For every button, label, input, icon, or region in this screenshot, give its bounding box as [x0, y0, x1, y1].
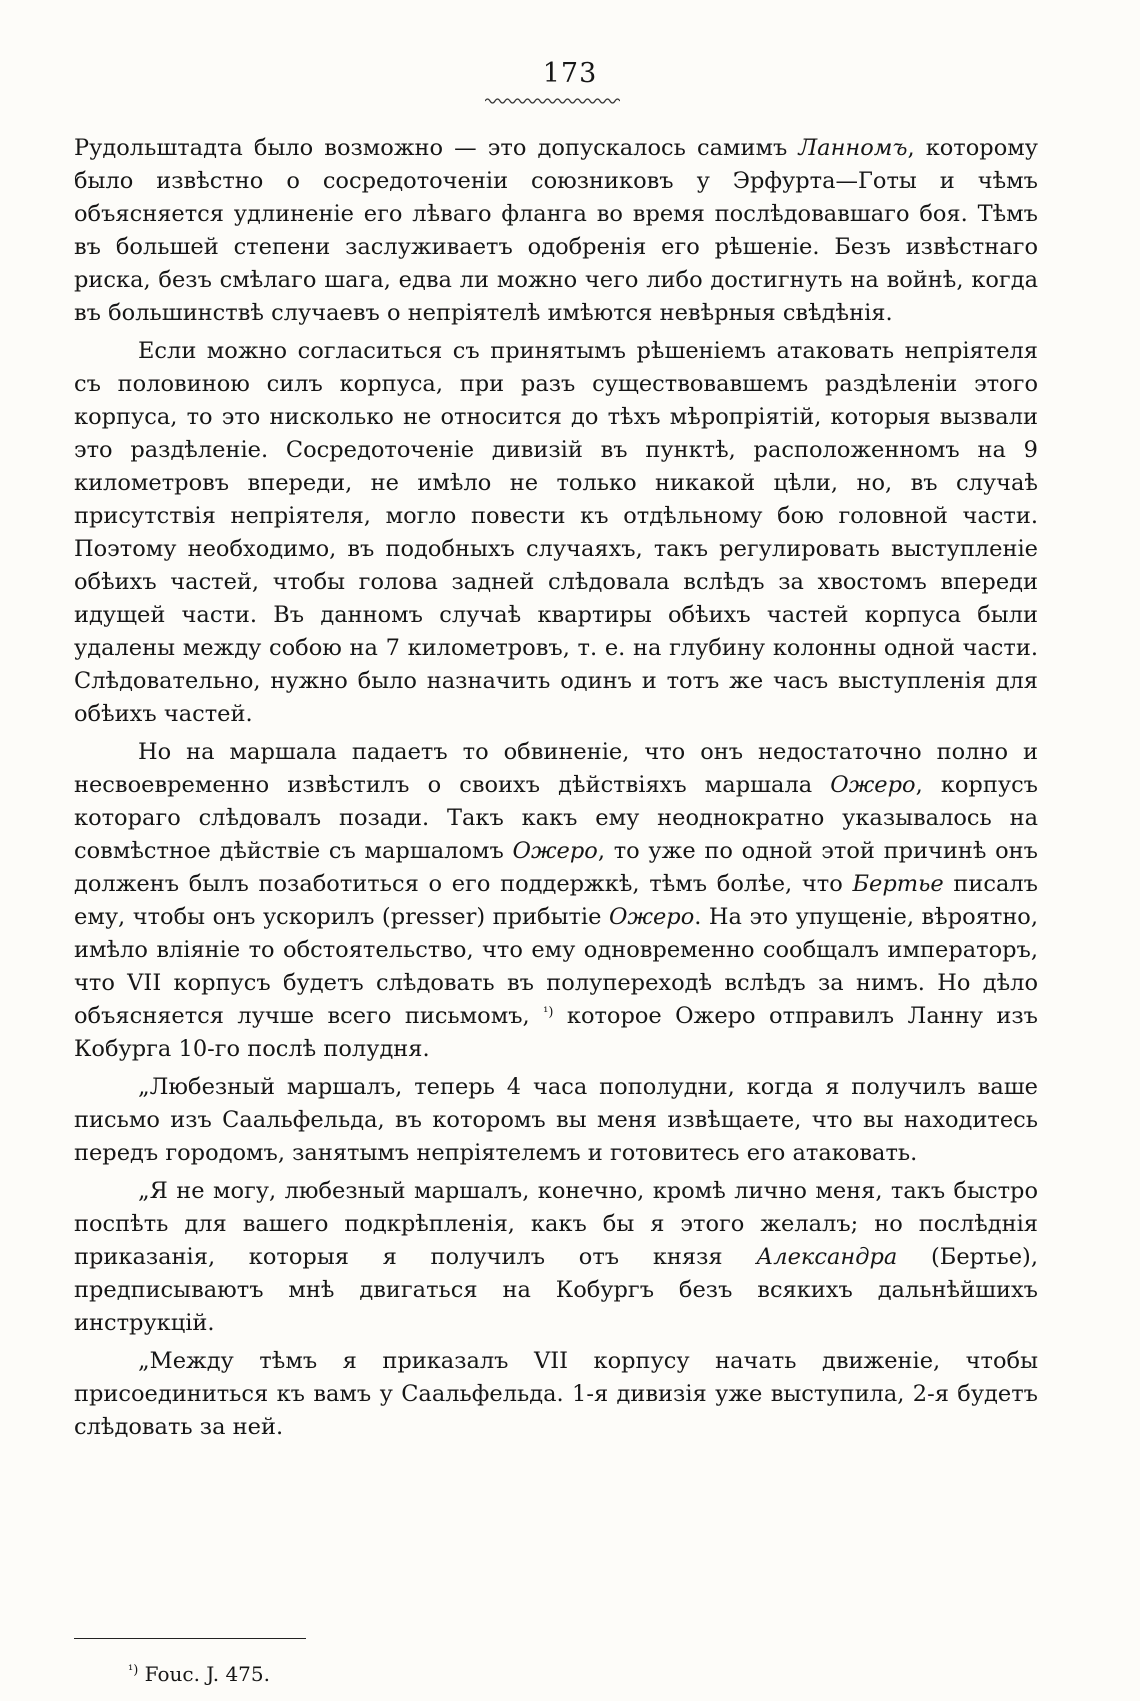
footnote-divider: [74, 1638, 306, 1639]
text-run: Рудольштадта было возможно — это допускалось самимъ: [74, 135, 799, 161]
italic-name: Бертье: [852, 871, 944, 897]
page-number: 173: [542, 58, 598, 89]
italic-name: Ожеро: [830, 772, 916, 798]
italic-name: Ожеро: [608, 904, 695, 930]
text-run: . На это упущеніе, вѣроятно, имѣло вліяніе то обстоятельство, что ему одновременно сообщалъ императоръ, что VII корпусъ будетъ слѣдовать въ полупереходѣ вслѣдъ за нимъ. Но дѣло объясняется лучше всего письмомъ,: [74, 904, 1039, 1029]
paragraph: [74, 1071, 1038, 1170]
text-run: , то уже по одной этой причинѣ онъ долженъ былъ позаботиться о его поддержкѣ, тѣмъ болѣе, что: [74, 838, 1038, 897]
text-run: Но на маршала падаетъ то обвиненіе, что онъ недостаточно полно и несвоевременно извѣстилъ о своихъ дѣйствіяхъ маршала: [74, 739, 1038, 798]
paragraph: [74, 1345, 1038, 1444]
wavy-ornament-icon: [485, 96, 620, 106]
footnote-text: Fouc. J. 475.: [144, 1662, 270, 1686]
italic-name: Ланномъ: [798, 135, 908, 161]
paragraph: [74, 132, 1038, 330]
text-run: писалъ ему, чтобы онъ ускорилъ (presser) прибытіе: [74, 871, 1038, 930]
text-run: , которому было извѣстно о сосредоточеніи союзниковъ у Эрфурта—Готы и чѣмъ объясняется удлиненіе его лѣваго фланга во время послѣдовавшаго боя. Тѣмъ въ большей степени заслуживаетъ одобренія его рѣшеніе. Безъ извѣстнаго риска, безъ смѣлаго шага, едва ли можно чего либо достигнуть на войнѣ, когда въ большинствѣ случаевъ о непріятелѣ имѣются невѣрныя свѣдѣнія.: [74, 135, 1038, 326]
body-text: [74, 132, 1038, 1444]
text-run: (Бертье), предписываютъ мнѣ двигаться на Кобургъ безъ всякихъ дальнѣйшихъ инструкцій.: [74, 1244, 1038, 1336]
text-run: Если можно согласиться съ принятымъ рѣшеніемъ атаковать непріятеля съ половиною силъ корпуса, при разъ существовавшемъ раздѣленіи этого корпуса, то это нисколько не относится до тѣхъ мѣропріятій, которыя вызвали это раздѣленіе. Сосредоточеніе дивизій въ пунктѣ, расположенномъ на 9 километровъ впереди, не имѣло не только никакой цѣли, но, въ случаѣ присутствія непріятеля, могло повести къ отдѣльному бою головной части. Поэтому необходимо, въ подобныхъ случаяхъ, такъ регулировать выступленіе обѣихъ частей, чтобы голова задней слѣдовала вслѣдъ за хвостомъ впереди идущей части. Въ данномъ случаѣ квартиры обѣихъ частей корпуса были удалены между собою на 7 километровъ, т. е. на глубину колонны одной части. Слѣдовательно, нужно было назначить одинъ и тотъ же часъ выступленія для обѣихъ частей.: [74, 338, 1038, 727]
italic-name: Александра: [756, 1244, 898, 1270]
italic-name: Ожеро: [512, 838, 598, 864]
paragraph: [74, 335, 1038, 731]
paragraph: [74, 736, 1038, 1066]
text-run: „Любезный маршалъ, теперь 4 часа пополудни, когда я получилъ ваше письмо изъ Саальфельда, въ которомъ вы меня извѣщаете, что вы находитесь передъ городомъ, занятымъ непріятелемъ и готовитесь его атаковать.: [74, 1074, 1038, 1166]
footnote: [128, 1662, 270, 1686]
text-run: которое Ожеро отправилъ Ланну изъ Кобурга 10-го послѣ полудня.: [74, 1003, 1038, 1062]
text-run: , корпусъ котораго слѣдовалъ позади. Такъ какъ ему неоднократно указывалось на совмѣстное дѣйствіе съ маршаломъ: [74, 772, 1038, 864]
paragraph: [74, 1175, 1038, 1340]
footnote-marker: ¹): [128, 1663, 139, 1678]
text-run: „Между тѣмъ я приказалъ VII корпусу начать движеніе, чтобы присоединиться къ вамъ у Саальфельда. 1-я дивизія уже выступила, 2-я будетъ слѣдовать за ней.: [74, 1348, 1038, 1440]
footnote-ref: ¹): [543, 1005, 554, 1020]
text-run: „Я не могу, любезный маршалъ, конечно, кромѣ лично меня, такъ быстро поспѣть для вашего подкрѣпленія, какъ бы я этого желалъ; но послѣднія приказанія, которыя я получилъ отъ князя: [74, 1178, 1038, 1270]
